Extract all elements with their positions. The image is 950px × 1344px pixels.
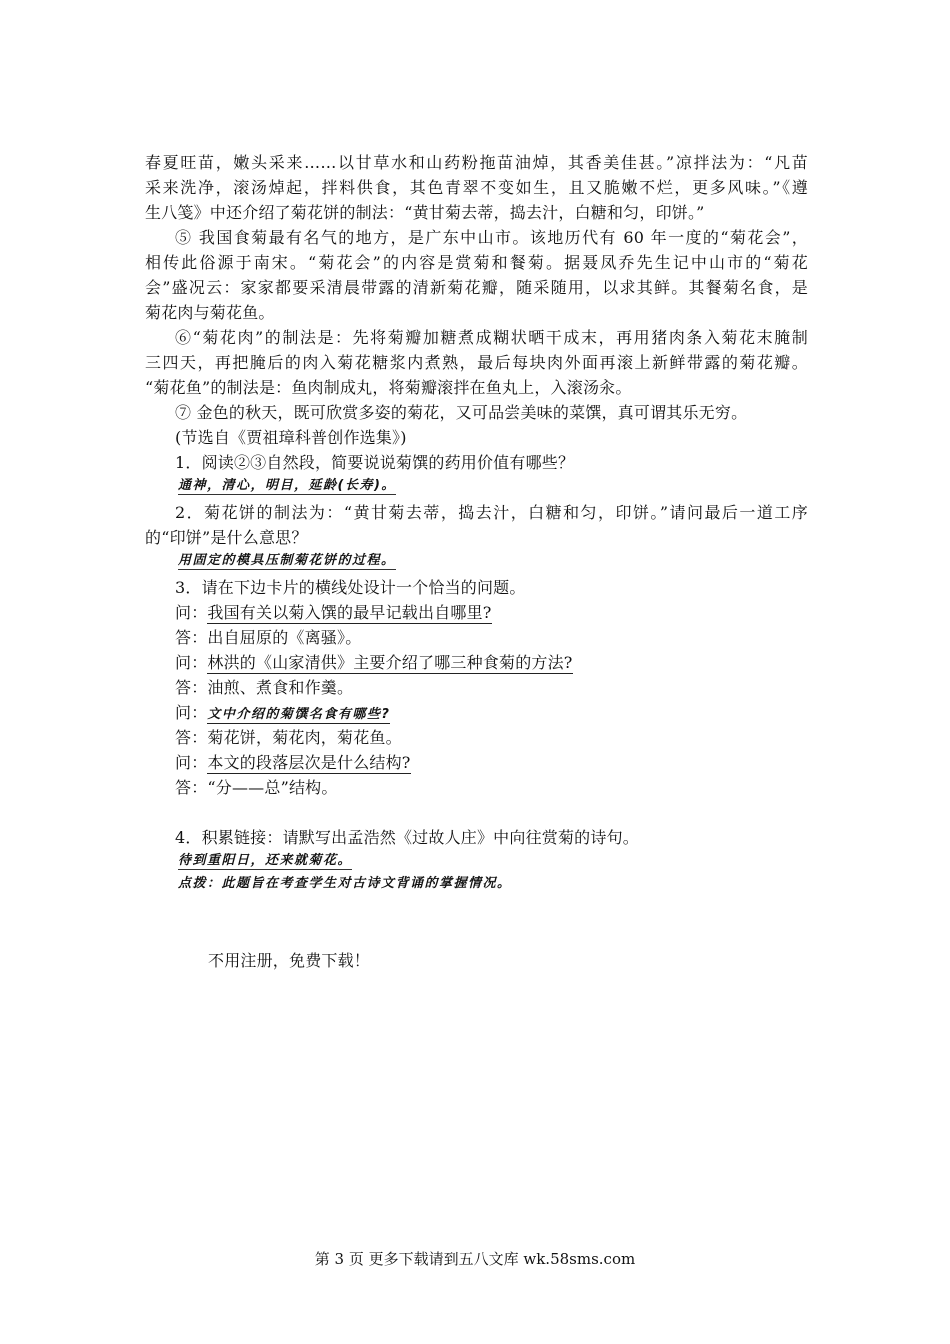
card-answer-4-text: “分——总”结构。 (207, 778, 338, 797)
answer-label: 答： (175, 628, 208, 647)
question-4: 4．积累链接：请默写出孟浩然《过故人庄》中向往赏菊的诗句。 (175, 828, 639, 847)
ask-label: 问： (175, 753, 208, 772)
card-ask-4 (175, 753, 411, 773)
paragraph-4-line-2: 采来洗净，滚汤焯起，拌料供食，其色青翠不变如生，且又脆嫩不烂，更多风味。”《遵 (145, 178, 808, 197)
card-ask-1 (175, 603, 492, 623)
card-ask-3 (175, 703, 390, 725)
answer-label: 答： (175, 728, 208, 747)
question-3: 3．请在下边卡片的横线处设计一个恰当的问题。 (175, 578, 526, 597)
answer-label: 答： (175, 678, 208, 697)
card-ask-4-text: 本文的段落层次是什么结构? (207, 753, 411, 772)
ask-label: 问： (175, 603, 208, 622)
paragraph-6-line-3: “菊花鱼”的制法是：鱼肉制成丸，将菊瓣滚拌在鱼丸上，入滚汤汆。 (145, 378, 632, 397)
paragraph-5-line-4: 菊花肉与菊花鱼。 (145, 303, 275, 322)
card-answer-1 (175, 628, 361, 648)
paragraph-4-line-3: 生八笺》中还介绍了菊花饼的制法：“黄甘菊去蒂，捣去汁，白糖和匀，印饼。” (145, 203, 705, 222)
answer-1 (178, 478, 396, 494)
ask-label: 问： (175, 653, 208, 672)
paragraph-4-line-1: 春夏旺苗，嫩头采来……以甘草水和山药粉拖苗油焯，其香美佳甚。”凉拌法为：“凡苗 (145, 153, 808, 172)
answer-4 (178, 853, 352, 869)
source-citation: (节选自《贾祖璋科普创作选集》) (175, 428, 407, 447)
answer-label: 答： (175, 778, 208, 797)
page-footer: 第 3 页 更多下载请到五八文库 wk.58sms.com (314, 1250, 636, 1268)
card-answer-2 (175, 678, 353, 698)
answer-1-text: 通神，清心，明目，延龄(长寿)。 (178, 478, 396, 493)
question-1: 1．阅读②③自然段，简要说说菊馔的药用价值有哪些？ (175, 453, 575, 472)
paragraph-6-line-2: 三四天，再把腌后的肉入菊花糖浆内煮熟，最后每块肉外面再滚上新鲜带露的菊花瓣。 (145, 353, 808, 372)
card-answer-1-text: 出自屈原的《离骚》。 (207, 628, 362, 647)
card-answer-4 (175, 778, 338, 798)
card-answer-3 (175, 728, 402, 748)
card-ask-2 (175, 653, 573, 673)
question-2-line-1: 2．菊花饼的制法为：“黄甘菊去蒂，捣去汁，白糖和匀，印饼。”请问最后一道工序 (175, 503, 808, 522)
answer-4-text: 待到重阳日，还来就菊花。 (178, 853, 353, 868)
download-notice: 不用注册，免费下载！ (208, 951, 371, 970)
card-answer-3-text: 菊花饼，菊花肉，菊花鱼。 (207, 728, 402, 747)
paragraph-5-line-2: 相传此俗源于南宋。“菊花会”的内容是赏菊和餐菊。据聂凤乔先生记中山市的“菊花 (145, 253, 808, 272)
card-ask-2-text: 林洪的《山家清供》主要介绍了哪三种食菊的方法? (207, 653, 573, 672)
card-answer-2-text: 油煎、煮食和作羹。 (207, 678, 354, 697)
paragraph-6-line-1: ⑥“菊花肉”的制法是：先将菊瓣加糖煮成糊状晒干成末，再用猪肉条入菊花末腌制 (175, 328, 808, 347)
answer-2 (178, 553, 396, 569)
card-ask-1-text: 我国有关以菊入馔的最早记载出自哪里? (207, 603, 492, 622)
card-ask-3-text: 文中介绍的菊馔名食有哪些? (207, 707, 391, 722)
paragraph-5-line-1: ⑤ 我国食菊最有名气的地方，是广东中山市。该地历代有 60 年一度的“菊花会”， (175, 228, 808, 247)
question-2-line-2: 的“印饼”是什么意思？ (145, 528, 308, 547)
tip-note: 点拨：此题旨在考查学生对古诗文背诵的掌握情况。 (178, 876, 512, 891)
ask-label: 问： (175, 703, 208, 722)
paragraph-7-line-1: ⑦ 金色的秋天，既可欣赏多姿的菊花，又可品尝美味的菜馔，真可谓其乐无穷。 (175, 403, 748, 422)
answer-2-text: 用固定的模具压制菊花饼的过程。 (178, 553, 396, 568)
paragraph-5-line-3: 会”盛况云：家家都要采清晨带露的清新菊花瓣，随采随用，以求其鲜。其餐菊名食，是 (145, 278, 808, 297)
